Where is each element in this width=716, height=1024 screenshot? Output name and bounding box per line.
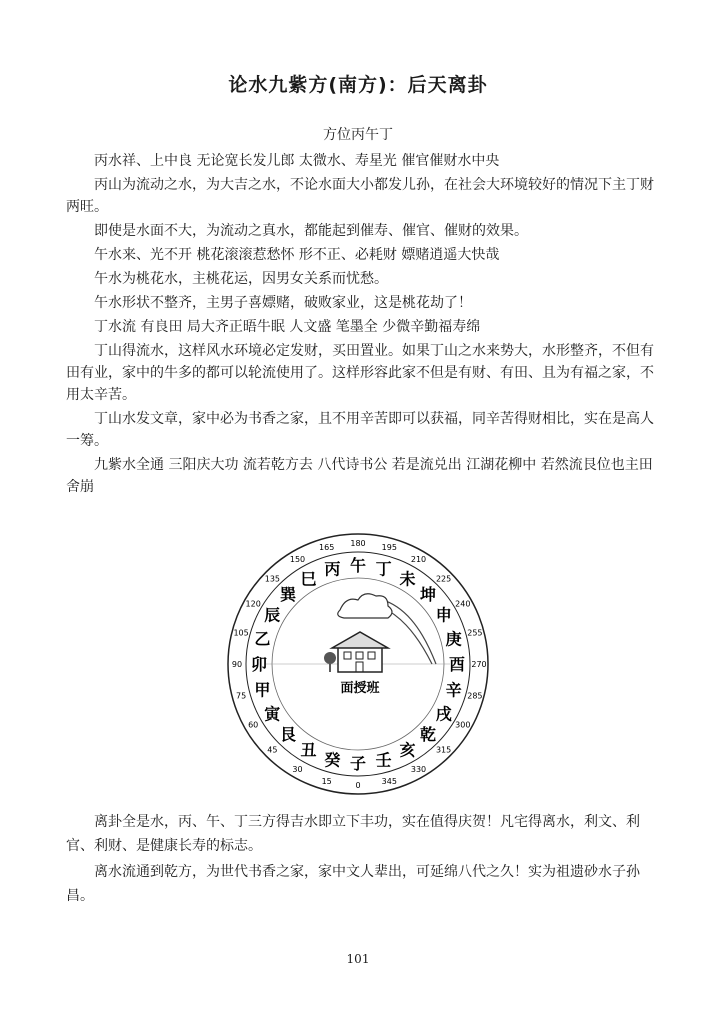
paragraph: 丙水祥、上中良 无论宽长发儿郎 太微水、寿星光 催官催财水中央	[94, 153, 500, 169]
ring-character: 未	[399, 569, 416, 589]
ring-character: 丑	[300, 740, 317, 760]
degree-label: 270	[471, 660, 487, 669]
paragraph: 即使是水面不大，为流动之真水，都能起到催寿、催官、催财的效果。	[94, 223, 528, 239]
paragraph: 丁水流 有良田 局大齐正晤牛眠 人文盛 笔墨全 少微辛勤福寿绵	[94, 319, 481, 335]
ring-character: 酉	[448, 655, 466, 674]
degree-label: 330	[410, 764, 427, 774]
ring-character: 寅	[264, 704, 281, 724]
degree-label: 255	[467, 628, 483, 638]
paragraph: 午水为桃花水，主桃花运，因男女关系而忧愁。	[94, 271, 388, 287]
ring-character: 癸	[324, 750, 341, 770]
degree-label: 30	[292, 764, 303, 774]
paragraph: 丁山水发文章，家中必为书香之家，且不用辛苦即可以获福，同辛苦得财相比，实在是高人一筹。	[66, 411, 654, 449]
degree-label: 45	[267, 745, 278, 755]
ring-character: 戌	[435, 704, 452, 724]
ring-character: 巳	[300, 569, 317, 589]
degree-label: 165	[319, 543, 335, 553]
page-title: 论水九紫方(南方)：后天离卦	[228, 74, 488, 96]
degree-label: 195	[381, 543, 397, 553]
ring-character: 午	[349, 556, 367, 575]
ring-character: 乙	[254, 629, 271, 649]
degree-label: 75	[236, 691, 247, 701]
degree-label: 285	[467, 691, 483, 701]
degree-label: 15	[321, 776, 332, 786]
ring-character: 甲	[254, 680, 271, 700]
ring-character: 辛	[445, 680, 462, 700]
ring-character: 子	[349, 754, 367, 773]
degree-label: 225	[435, 574, 452, 584]
paragraph: 丙山为流动之水，为大吉之水，不论水面大小都发儿孙，在社会大环境较好的情况下主丁财两旺。	[66, 177, 654, 215]
paragraph: 离水流通到乾方，为世代书香之家，家中文人辈出，可延绵八代之久！实为祖遗砂水子孙昌。	[66, 864, 640, 904]
ring-character: 亥	[399, 740, 416, 760]
ring-character: 辰	[264, 605, 281, 625]
paragraph: 午水来、光不开 桃花滚滚惹愁怀 形不正、必耗财 嫖赌逍遥大快哉	[94, 247, 500, 263]
compass-diagram	[226, 532, 490, 796]
body-text-top	[66, 150, 656, 500]
ring-character: 巽	[279, 585, 297, 604]
degree-label: 210	[410, 555, 427, 565]
ring-character: 丁	[375, 559, 392, 579]
ring-character: 丙	[324, 559, 341, 579]
degree-label: 60	[248, 720, 259, 730]
degree-label: 105	[233, 628, 249, 638]
center-label: 面授班	[340, 681, 380, 696]
paragraph: 九紫水全通 三阳庆大功 流若乾方去 八代诗书公 若是流兑出 江湖花柳中 若然流艮位也主田舍崩	[66, 457, 653, 495]
tree-icon	[324, 652, 336, 672]
ring-character: 艮	[279, 725, 297, 744]
body-text-bottom	[66, 810, 656, 910]
house-icon	[332, 632, 388, 672]
ring-character: 乾	[419, 725, 437, 744]
degree-label: 0	[355, 781, 361, 790]
degree-label: 90	[231, 660, 243, 669]
degree-label: 135	[264, 574, 281, 584]
degree-label: 345	[381, 776, 397, 786]
paragraph: 午水形状不整齐，主男子喜嫖赌，破败家业，这是桃花劫了！	[94, 295, 472, 311]
degree-label: 150	[289, 555, 306, 565]
page-number: 101	[346, 952, 370, 966]
ring-character: 申	[435, 605, 452, 625]
ring-character: 庚	[445, 629, 462, 649]
paragraph: 丁山得流水，这样风水环境必定发财，买田置业。如果丁山之水来势大，水形整齐，不但有田有业，家中的牛多的都可以轮流使用了。这样形容此家不但是有财、有田、且为有福之家，不用太辛苦。	[66, 343, 654, 403]
degree-label: 180	[350, 539, 366, 548]
degree-label: 315	[435, 745, 452, 755]
degree-label: 300	[455, 720, 471, 730]
degree-label: 120	[245, 599, 261, 609]
ring-character: 壬	[375, 750, 392, 770]
paragraph: 离卦全是水，丙、午、丁三方得吉水即立下丰功，实在值得庆贺！凡宅得离水，利文、利官、利财、是健康长寿的标志。	[66, 814, 640, 854]
ring-character: 卯	[250, 655, 268, 674]
cloud-icon	[338, 594, 392, 618]
section-subtitle: 方位丙午丁	[323, 127, 393, 143]
degree-label: 240	[455, 599, 471, 609]
ring-character: 坤	[419, 585, 437, 604]
